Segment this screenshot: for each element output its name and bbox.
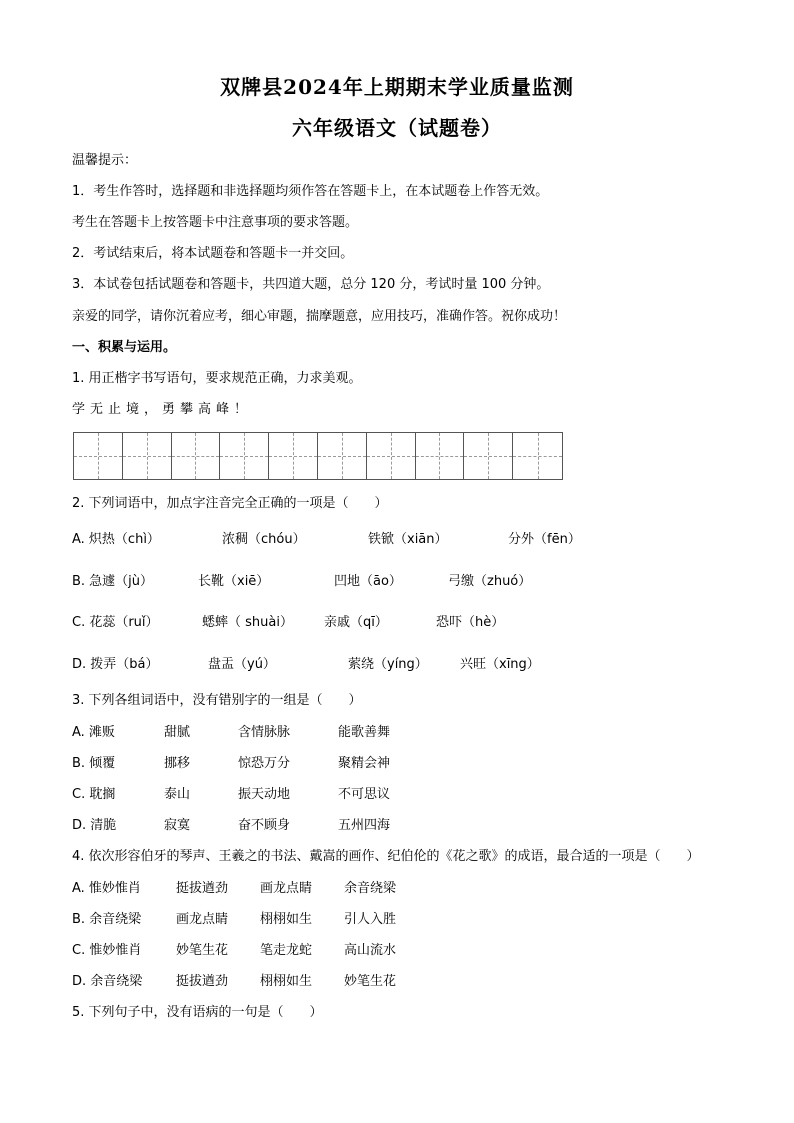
option-item: 兴旺（xīng）: [460, 657, 540, 672]
question-3-stem: 3. 下列各组词语中，没有错别字的一组是（ ）: [72, 693, 362, 708]
question-1-sentence: 学无止境，勇攀高峰！: [72, 402, 253, 417]
question-2-stem: 2. 下列词语中，加点字注音完全正确的一项是（ ）: [72, 496, 388, 511]
option-item: B. 倾覆: [72, 756, 116, 771]
notice-line: 考生在答题卡上按答题卡中注意事项的要求答题。: [72, 215, 359, 230]
option-item: 引人入胜: [344, 912, 397, 927]
question-4-stem: 4. 依次形容伯牙的琴声、王羲之的书法、戴嵩的画作、纪伯伦的《花之歌》的成语，最合适的一项是（ ）: [72, 849, 700, 864]
question-5-stem: 5. 下列句子中，没有语病的一句是（ ）: [72, 1005, 323, 1020]
grid-cell[interactable]: [416, 433, 465, 479]
option-item: 挺拔遒劲: [176, 881, 229, 896]
option-item: C. 耽搁: [72, 787, 116, 802]
notice-line: 3．本试卷包括试题卷和答题卡，共四道大题，总分 120 分，考试时量 100 分钟。: [72, 277, 550, 292]
question-1-stem: 1. 用正楷字书写语句，要求规范正确，力求美观。: [72, 371, 362, 386]
grid-cell[interactable]: [367, 433, 416, 479]
option-item: D. 清脆: [72, 818, 117, 833]
grid-cell[interactable]: [123, 433, 172, 479]
option-item: 聚精会神: [338, 756, 391, 771]
notice-line: 1．考生作答时，选择题和非选择题均须作答在答题卡上，在本试题卷上作答无效。: [72, 184, 549, 199]
option-item: 不可思议: [338, 787, 391, 802]
option-item: 盘盂（yú）: [208, 657, 276, 672]
writing-grid[interactable]: [73, 432, 563, 480]
option-item: 挪移: [164, 756, 191, 771]
option-item: 铁锨（xiān）: [368, 532, 448, 547]
option-item: 高山流水: [344, 943, 397, 958]
option-item: 寂寞: [164, 818, 191, 833]
option-item: 弓缴（zhuó）: [448, 574, 532, 589]
option-item: 画龙点睛: [260, 881, 313, 896]
option-item: 栩栩如生: [260, 974, 313, 989]
grid-cell[interactable]: [513, 433, 562, 479]
option-item: 能歌善舞: [338, 725, 391, 740]
notice-heading: 温馨提示：: [72, 153, 138, 168]
option-item: 恐吓（hè）: [436, 615, 505, 630]
option-item: C. 惟妙惟肖: [72, 943, 142, 958]
option-item: 长靴（xiē）: [198, 574, 270, 589]
option-item: A. 炽热（chì）: [72, 532, 160, 547]
exam-subtitle: 六年级语文（试题卷）: [292, 116, 502, 140]
grid-cell[interactable]: [172, 433, 221, 479]
option-item: 栩栩如生: [260, 912, 313, 927]
option-item: 奋不顾身: [238, 818, 291, 833]
grid-cell[interactable]: [220, 433, 269, 479]
option-item: C. 花蕊（ruǐ）: [72, 615, 159, 630]
grid-cell[interactable]: [464, 433, 513, 479]
grid-cell[interactable]: [74, 433, 123, 479]
option-item: 惊恐万分: [238, 756, 291, 771]
option-item: 妙笔生花: [176, 943, 229, 958]
option-item: A. 惟妙惟肖: [72, 881, 141, 896]
option-item: 画龙点睛: [176, 912, 229, 927]
exam-title: 双牌县2024年上期期末学业质量监测: [220, 75, 574, 99]
option-item: 泰山: [164, 787, 191, 802]
option-item: D. 拨弄（bá）: [72, 657, 159, 672]
option-item: 妙笔生花: [344, 974, 397, 989]
option-item: 蟋蟀（ shuài）: [202, 615, 293, 630]
option-item: D. 余音绕梁: [72, 974, 143, 989]
option-item: 振天动地: [238, 787, 291, 802]
notice-line: 2．考试结束后，将本试题卷和答题卡一并交回。: [72, 246, 354, 261]
option-item: 萦绕（yíng）: [348, 657, 428, 672]
option-item: 含情脉脉: [238, 725, 291, 740]
option-item: 甜腻: [164, 725, 191, 740]
option-item: 亲戚（qī）: [324, 615, 388, 630]
option-item: 笔走龙蛇: [260, 943, 313, 958]
section-heading: 一、积累与运用。: [72, 340, 177, 355]
option-item: 分外（fēn）: [508, 532, 581, 547]
option-item: 五州四海: [338, 818, 391, 833]
grid-cell[interactable]: [269, 433, 318, 479]
option-item: 浓稠（chóu）: [222, 532, 306, 547]
option-item: A. 滩贩: [72, 725, 115, 740]
option-item: B. 急遽（jù）: [72, 574, 154, 589]
option-item: 凹地（āo）: [334, 574, 402, 589]
option-item: 挺拔遒劲: [176, 974, 229, 989]
grid-cell[interactable]: [318, 433, 367, 479]
notice-line: 亲爱的同学，请你沉着应考，细心审题，揣摩题意，应用技巧，准确作答。祝你成功！: [72, 309, 567, 324]
option-item: B. 余音绕梁: [72, 912, 142, 927]
option-item: 余音绕梁: [344, 881, 397, 896]
